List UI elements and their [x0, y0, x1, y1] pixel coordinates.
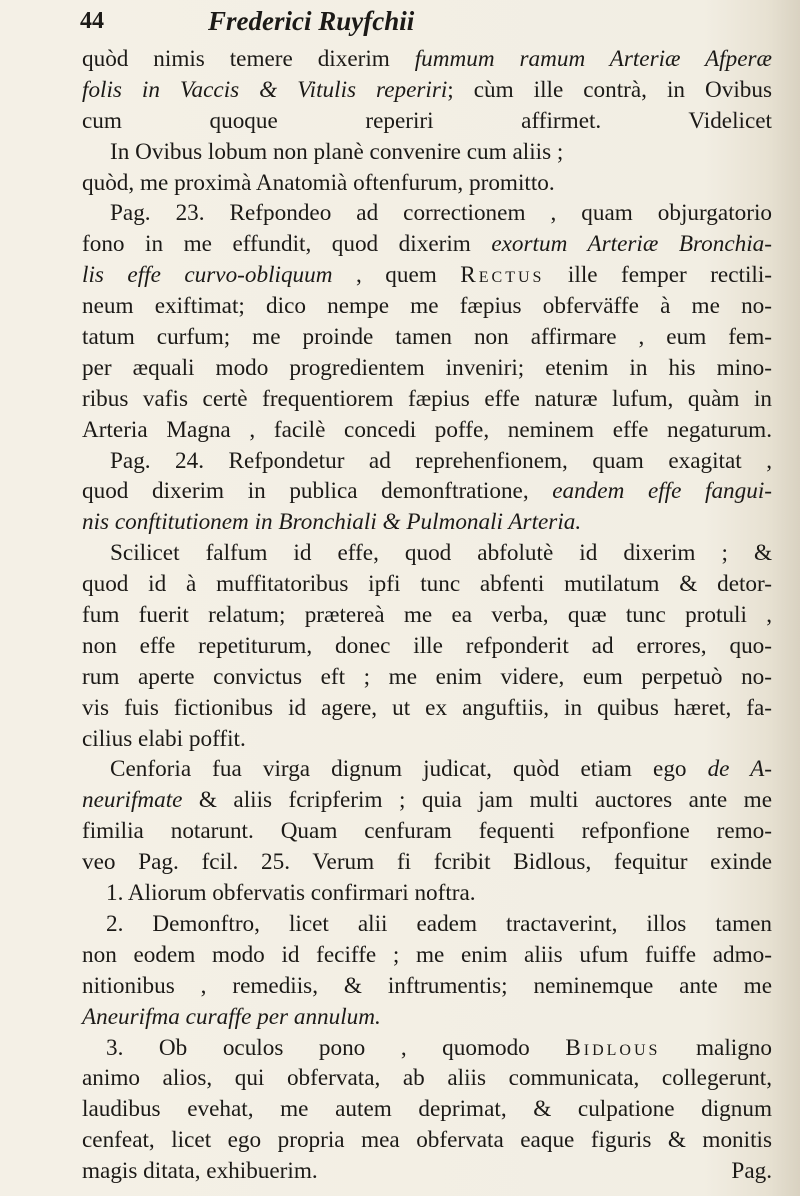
text-line: [82, 229, 772, 260]
text-line: [82, 1125, 772, 1156]
text-line: [82, 569, 772, 600]
text-line: [82, 785, 772, 816]
italic-phrase: Aneurifma curaffe per annulum.: [82, 1003, 381, 1030]
text-run: quòd, me proximà Anatomià oftenfurum, promitto.: [82, 169, 555, 196]
text-run: quòd nimis temere dixerim: [82, 46, 415, 72]
text-run: Scilicet falfum id effe, quod abfolutè id dixerim ; &: [110, 540, 772, 567]
author-name: Rectus: [460, 262, 545, 289]
text-run: fum fuerit relatum; prætereà me ea verba, quæ tunc protuli ,: [82, 602, 772, 629]
text-run: cenfeat, licet ego propria mea obfervata eaque figuris & monitis: [82, 1127, 772, 1154]
italic-phrase: folis in Vaccis & Vitulis reperiri: [82, 76, 448, 103]
text-run: & aliis fcripferim ; quia jam multi auctores ante me: [182, 787, 772, 814]
running-head: Frederici Ruyfchii: [208, 6, 415, 36]
italic-phrase: de A-: [707, 756, 772, 783]
text-line: [82, 909, 772, 940]
text-line: [82, 137, 772, 168]
text-run: veo Pag. fcil. 25. Verum fi fcribit Bidlous, fequitur exinde: [82, 849, 772, 876]
italic-phrase: exortum Arteriæ Bronchia-: [491, 231, 772, 258]
text-line: [82, 878, 772, 909]
italic-phrase: nis conftitutionem in Bronchiali & Pulmonali Arteria.: [82, 509, 582, 536]
italic-phrase: fummum ramum Arteriæ Afperæ: [414, 46, 772, 72]
text-run: quod dixerim in publica demonftratione,: [82, 478, 553, 505]
text-line: [82, 693, 772, 724]
text-line: [82, 724, 772, 755]
text-run: Pag. 23. Refpondeo ad correctionem , quam objurgatorio: [110, 200, 772, 227]
text-line: [82, 1033, 772, 1064]
text-run: fimilia notarunt. Quam cenfuram fequenti refponfione remo-: [82, 818, 772, 845]
text-run: Cenforia fua virga dignum judicat, quòd etiam ego: [110, 756, 708, 783]
text-line: [82, 291, 772, 322]
text-line: [82, 816, 772, 847]
text-line: [82, 75, 772, 106]
text-run: Pag. 24. Refpondetur ad reprehenfionem, quam exagitat ,: [110, 447, 772, 474]
text-run: laudibus evehat, me autem deprimat, & culpatione dignum: [82, 1096, 772, 1123]
text-run: 3. Ob oculos pono , quomodo: [106, 1034, 566, 1061]
text-run: magis ditata, exhibuerim.: [82, 1158, 318, 1185]
italic-phrase: eandem effe fangui-: [552, 478, 772, 505]
text-line: [82, 754, 772, 785]
text-run: animo alios, qui obfervata, ab aliis communicata, collegerunt,: [82, 1065, 772, 1092]
text-line: [82, 384, 772, 415]
text-run: per æquali modo progredientem inveniri; etenim in his mino-: [82, 354, 772, 381]
text-line: [82, 353, 772, 384]
page-header: [80, 6, 770, 38]
text-line: [82, 1002, 772, 1033]
text-line: [82, 940, 772, 971]
text-line: [82, 1063, 772, 1094]
text-line: [82, 415, 772, 446]
catchword: Pag.: [731, 1158, 772, 1185]
text-line: [82, 538, 772, 569]
text-run: In Ovibus lobum non planè convenire cum aliis ;: [110, 138, 564, 165]
text-run: quod id à muffitatoribus ipfi tunc abfenti mutilatum & detor-: [82, 571, 772, 598]
text-run: Arteria Magna , facilè concedi poffe, neminem effe negaturum.: [82, 416, 772, 443]
text-line: [82, 106, 772, 137]
text-run: non eodem modo id feciffe ; me enim aliis ufum fuiffe admo-: [82, 941, 772, 968]
text-line: [82, 600, 772, 631]
text-line: [82, 631, 772, 662]
text-line: [82, 168, 772, 199]
italic-phrase: neurifmate: [82, 787, 183, 814]
text-line: [82, 507, 772, 538]
text-line: [82, 1094, 772, 1125]
text-line: [82, 971, 772, 1002]
text-run: non effe repetiturum, donec ille refponderit ad errores, quo-: [82, 632, 772, 659]
body-text: [82, 44, 772, 1187]
author-name: Bidlous: [565, 1034, 661, 1061]
italic-phrase: lis effe curvo-obliquum: [82, 262, 333, 289]
text-line: [82, 44, 772, 75]
text-run: vis fuis fictionibus id agere, ut ex anguftiis, in quibus hæret, fa-: [82, 694, 772, 721]
text-line: [82, 847, 772, 878]
text-line: [82, 198, 772, 229]
text-run: 2. Demonftro, licet alii eadem tractaverint, illos tamen: [106, 910, 772, 937]
text-run: fono in me effundit, quod dixerim: [82, 231, 492, 258]
page-number: 44: [80, 8, 104, 34]
text-run: nitionibus , remediis, & inftrumentis; neminemque ante me: [82, 972, 772, 999]
text-run: , quem: [332, 262, 461, 289]
text-run: ille femper rectili-: [544, 262, 772, 289]
text-run: neum exiftimat; dico nempe me fæpius obferväffe à me no-: [82, 293, 772, 320]
text-line: [82, 446, 772, 477]
text-run: tatum curfum; me proinde tamen non affirmare , eum fem-: [82, 324, 772, 351]
text-run: rum aperte convictus eft ; me enim videre, eum perpetuò no-: [82, 663, 772, 690]
text-line: [82, 662, 772, 693]
text-line: [82, 1156, 772, 1187]
text-run: cum quoque reperiri affirmet. Videlicet: [82, 107, 772, 134]
text-run: ribus vafis certè frequentiorem fæpius effe naturæ lufum, quàm in: [82, 385, 772, 412]
text-run: 1. Aliorum obfervatis confirmari noftra.: [106, 880, 476, 907]
text-line: [82, 322, 772, 353]
text-run: cilius elabi poffit.: [82, 725, 246, 752]
text-line: [82, 476, 772, 507]
text-line: [82, 260, 772, 291]
text-run: ; cùm ille contrà, in Ovibus: [447, 76, 772, 103]
text-run: maligno: [660, 1034, 772, 1061]
